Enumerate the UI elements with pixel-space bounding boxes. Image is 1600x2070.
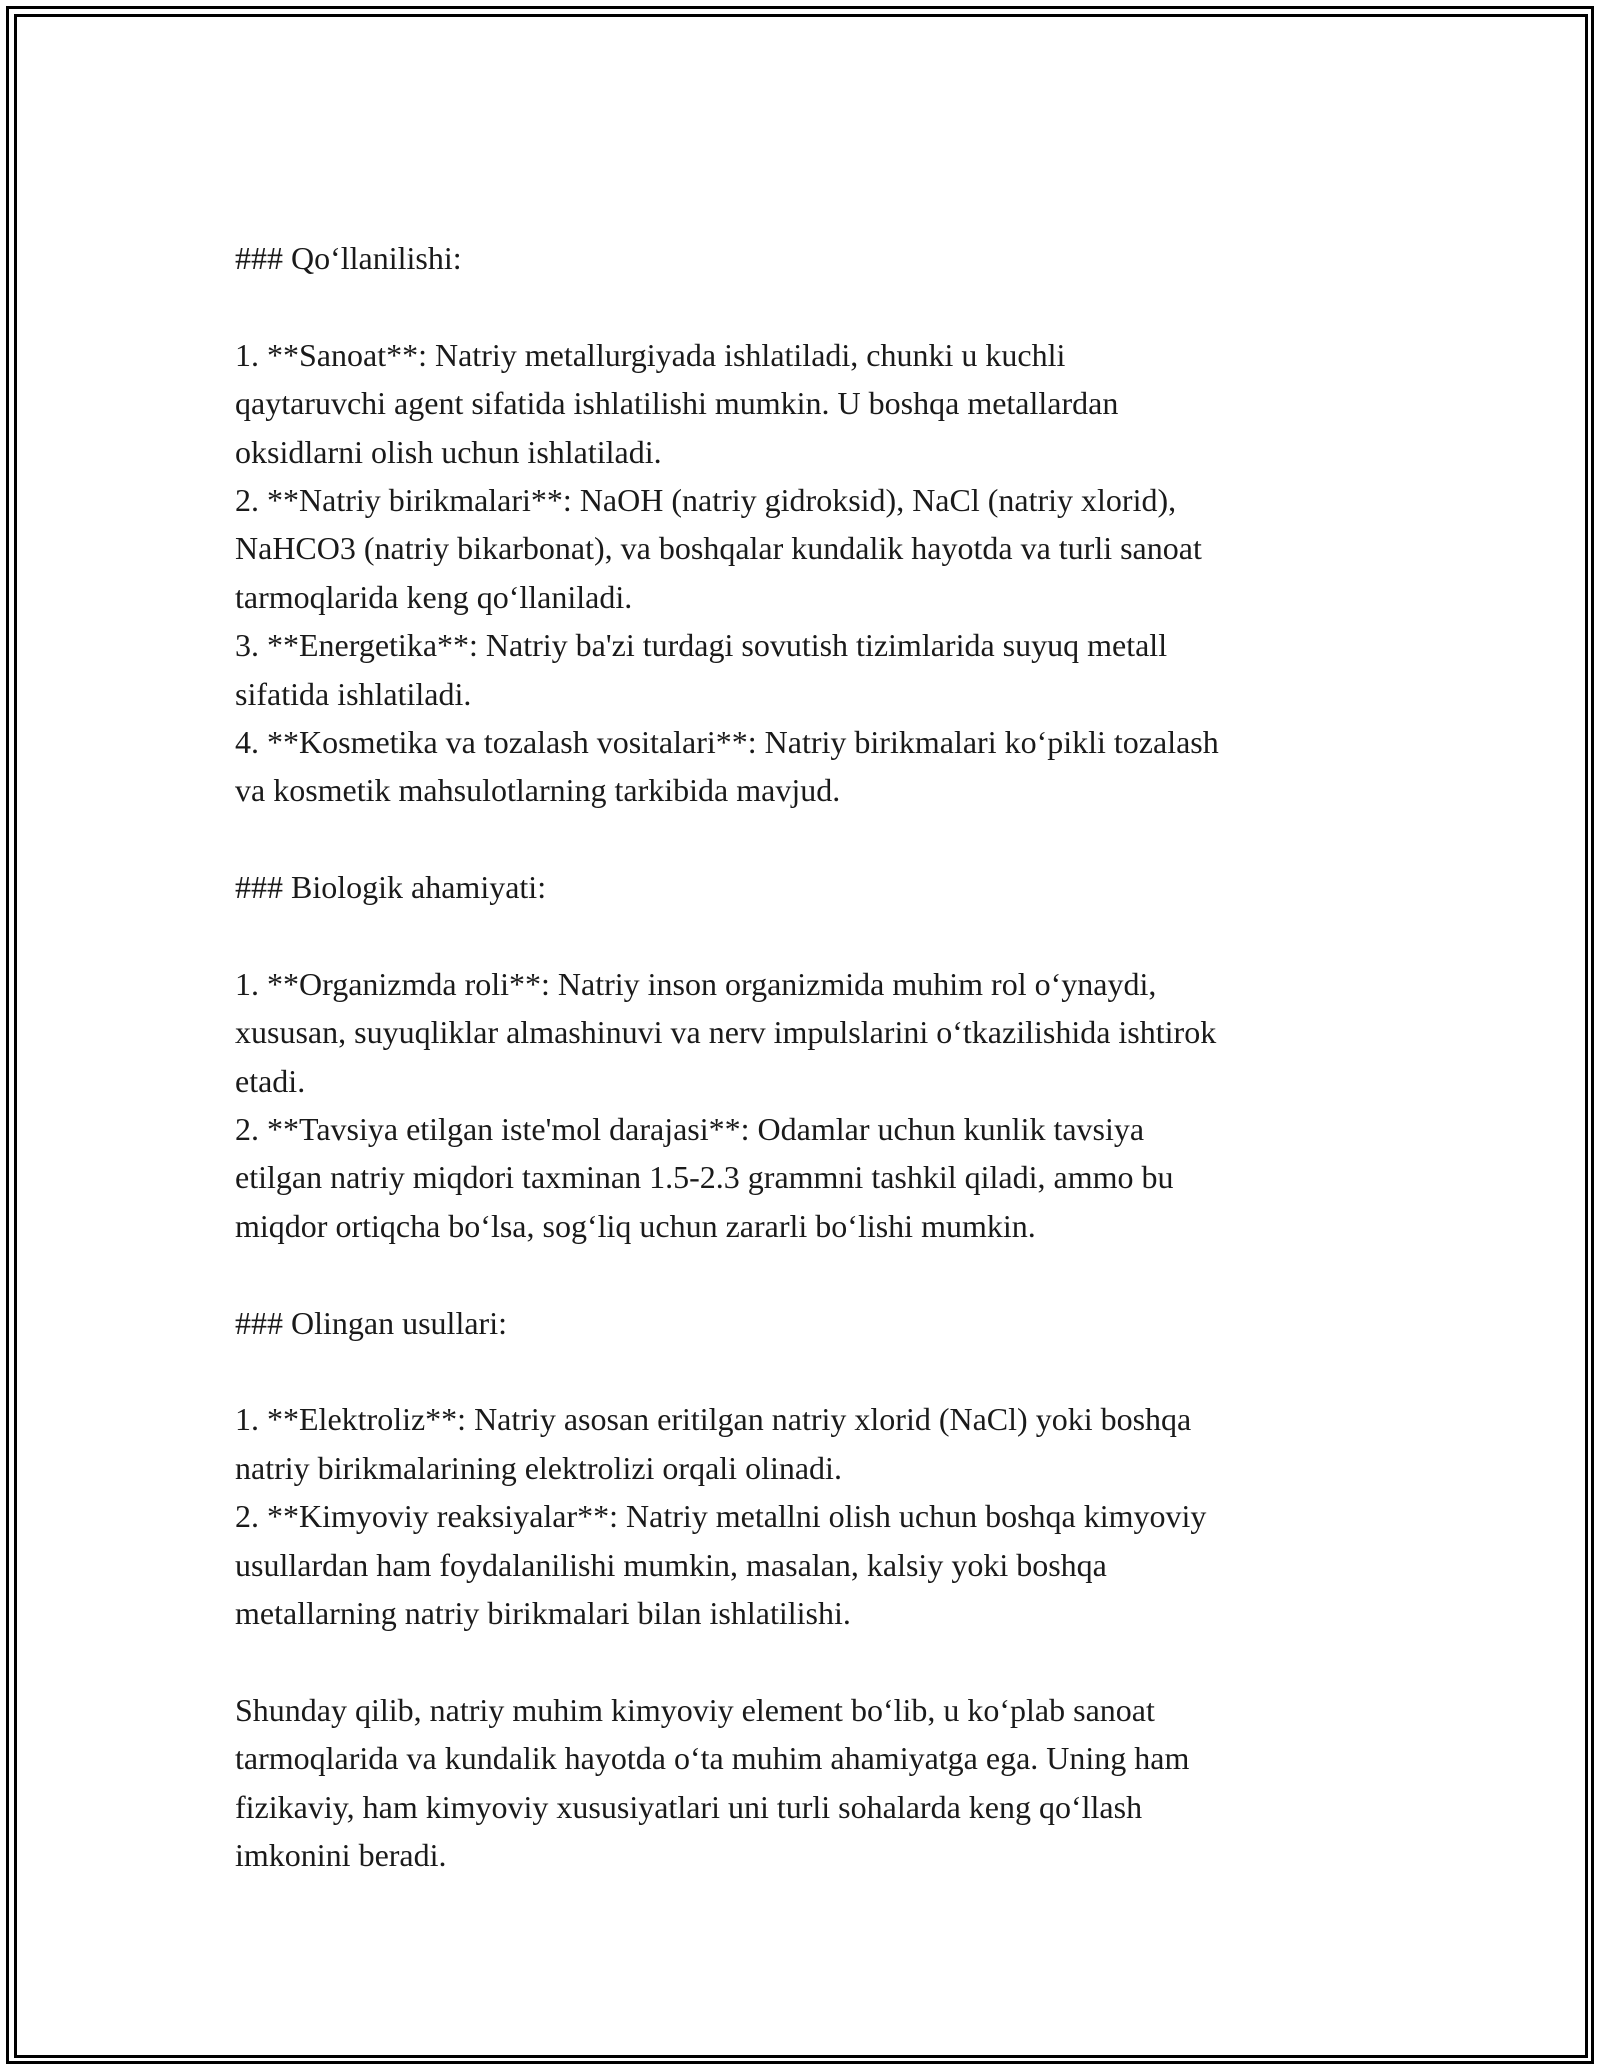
text-line: usullardan ham foydalanilishi mumkin, masalan, kalsiy yoki boshqa [235,1546,1107,1583]
text-line: 2. **Tavsiya etilgan iste'mol darajasi**: Odamlar uchun kunlik tavsiya [235,1111,1145,1148]
text-line: xususan, suyuqliklar almashinuvi va nerv impulslarini o‘tkazilishida ishtirok [235,1014,1217,1051]
text-line: tarmoqlarida keng qo‘llaniladi. [235,578,633,615]
text-line: qaytaruvchi agent sifatida ishlatilishi mumkin. U boshqa metallardan [235,385,1119,422]
text-line: metallarning natriy birikmalari bilan ishlatilishi. [235,1594,851,1631]
conclusion-line: tarmoqlarida va kundalik hayotda o‘ta muhim ahamiyatga ega. Uning ham [235,1740,1190,1777]
section-heading: ### Qo‘llanilishi: [235,240,462,276]
text-line: miqdor ortiqcha bo‘lsa, sog‘liq uchun zararli bo‘lishi mumkin. [235,1207,1036,1244]
conclusion-line: fizikaviy, ham kimyoviy xususiyatlari uni turli sohalarda keng qo‘llash [235,1788,1143,1825]
text-line: etadi. [235,1062,306,1099]
text-line: 2. **Kimyoviy reaksiyalar**: Natriy metallni olish uchun boshqa kimyoviy [235,1498,1207,1535]
text-line: 1. **Organizmda roli**: Natriy inson organizmida muhim rol o‘ynaydi, [235,965,1157,1002]
conclusion-line: imkonini beradi. [235,1836,447,1873]
text-line: 4. **Kosmetika va tozalash vositalari**: Natriy birikmalari ko‘pikli tozalash [235,723,1219,760]
text-line: NaHCO3 (natriy bikarbonat), va boshqalar kundalik hayotda va turli sanoat [235,530,1202,567]
conclusion-line: Shunday qilib, natriy muhim kimyoviy element bo‘lib, u ko‘plab sanoat [235,1691,1155,1728]
text-line: 1. **Elektroliz**: Natriy asosan eritilgan natriy xlorid (NaCl) yoki boshqa [235,1401,1192,1438]
document-body [235,234,1400,1879]
section-heading: ### Biologik ahamiyati: [235,869,547,906]
section-heading: ### Olingan usullari: [235,1304,507,1341]
text-line: natriy birikmalarining elektrolizi orqali olinadi. [235,1449,842,1486]
text-line: etilgan natriy miqdori taxminan 1.5-2.3 grammni tashkil qiladi, ammo bu [235,1159,1174,1196]
text-line: 2. **Natriy birikmalari**: NaOH (natriy gidroksid), NaCl (natriy xlorid), [235,481,1177,518]
text-line: 3. **Energetika**: Natriy ba'zi turdagi sovutish tizimlarida suyuq metall [235,627,1168,664]
text-line: oksidlarni olish uchun ishlatiladi. [235,433,662,470]
text-line: 1. **Sanoat**: Natriy metallurgiyada ishlatiladi, chunki u kuchli [235,336,1066,373]
text-line: sifatida ishlatiladi. [235,675,472,712]
text-line: va kosmetik mahsulotlarning tarkibida mavjud. [235,772,841,809]
